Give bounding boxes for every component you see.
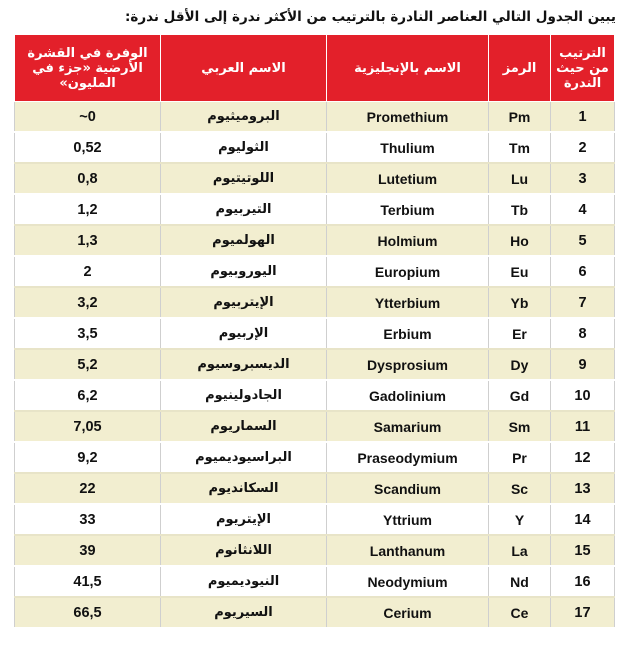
- cell-english-name: Samarium: [327, 411, 489, 442]
- cell-symbol: Ce: [489, 597, 551, 628]
- cell-rank: 8: [551, 318, 615, 349]
- cell-symbol: Pr: [489, 442, 551, 473]
- cell-abundance: 22: [15, 473, 161, 504]
- cell-english-name: Erbium: [327, 318, 489, 349]
- cell-arabic-name: اللانثانوم: [161, 535, 327, 566]
- cell-symbol: Eu: [489, 256, 551, 287]
- cell-english-name: Promethium: [327, 102, 489, 133]
- cell-rank: 5: [551, 225, 615, 256]
- cell-arabic-name: اليوروبيوم: [161, 256, 327, 287]
- cell-arabic-name: الإيتربيوم: [161, 287, 327, 318]
- cell-arabic-name: الثوليوم: [161, 132, 327, 163]
- table-row: [15, 287, 615, 318]
- table-row: [15, 163, 615, 194]
- cell-abundance: 7,05: [15, 411, 161, 442]
- table-row: [15, 473, 615, 504]
- cell-rank: 12: [551, 442, 615, 473]
- cell-english-name: Lanthanum: [327, 535, 489, 566]
- cell-rank: 13: [551, 473, 615, 504]
- header-arabic-name: الاسم العربي: [161, 35, 327, 102]
- cell-arabic-name: البروميثيوم: [161, 102, 327, 133]
- cell-abundance: 5,2: [15, 349, 161, 380]
- cell-arabic-name: البراسيوديميوم: [161, 442, 327, 473]
- cell-arabic-name: الجادولينيوم: [161, 380, 327, 411]
- cell-abundance: 0,8: [15, 163, 161, 194]
- cell-arabic-name: النيوديميوم: [161, 566, 327, 597]
- cell-english-name: Neodymium: [327, 566, 489, 597]
- cell-symbol: Dy: [489, 349, 551, 380]
- table-caption: يبين الجدول التالي العناصر النادرة بالترتيب من الأكثر ندرة إلى الأقل ندرة:: [124, 9, 616, 25]
- cell-rank: 3: [551, 163, 615, 194]
- table-row: [15, 380, 615, 411]
- table-row: [15, 225, 615, 256]
- table-row: [15, 349, 615, 380]
- cell-rank: 6: [551, 256, 615, 287]
- cell-arabic-name: اللوتيتيوم: [161, 163, 327, 194]
- rare-elements-table: [14, 34, 615, 629]
- cell-arabic-name: السكانديوم: [161, 473, 327, 504]
- cell-arabic-name: التيربيوم: [161, 194, 327, 225]
- cell-arabic-name: الديسبروسيوم: [161, 349, 327, 380]
- cell-abundance: 66,5: [15, 597, 161, 628]
- cell-abundance: 0,52: [15, 132, 161, 163]
- cell-english-name: Cerium: [327, 597, 489, 628]
- cell-rank: 11: [551, 411, 615, 442]
- cell-abundance: 1,3: [15, 225, 161, 256]
- header-english-name: الاسم بالإنجليزية: [327, 35, 489, 102]
- header-symbol: الرمز: [489, 35, 551, 102]
- cell-rank: 10: [551, 380, 615, 411]
- cell-english-name: Europium: [327, 256, 489, 287]
- cell-symbol: Tb: [489, 194, 551, 225]
- cell-english-name: Scandium: [327, 473, 489, 504]
- cell-symbol: Y: [489, 504, 551, 535]
- cell-english-name: Ytterbium: [327, 287, 489, 318]
- table-row: [15, 132, 615, 163]
- cell-english-name: Yttrium: [327, 504, 489, 535]
- cell-rank: 2: [551, 132, 615, 163]
- table-row: [15, 504, 615, 535]
- cell-abundance: 6,2: [15, 380, 161, 411]
- table-row: [15, 256, 615, 287]
- cell-symbol: Tm: [489, 132, 551, 163]
- cell-abundance: 39: [15, 535, 161, 566]
- cell-symbol: Nd: [489, 566, 551, 597]
- table-row: [15, 411, 615, 442]
- cell-symbol: Ho: [489, 225, 551, 256]
- cell-rank: 16: [551, 566, 615, 597]
- cell-arabic-name: الإيتريوم: [161, 504, 327, 535]
- cell-rank: 1: [551, 102, 615, 133]
- cell-arabic-name: الإربيوم: [161, 318, 327, 349]
- cell-english-name: Terbium: [327, 194, 489, 225]
- header-abundance: الوفرة في القشرة الأرضية «جزء في المليون»: [15, 35, 161, 102]
- header-row: [15, 35, 615, 102]
- cell-english-name: Lutetium: [327, 163, 489, 194]
- cell-symbol: Pm: [489, 102, 551, 133]
- cell-abundance: 41,5: [15, 566, 161, 597]
- cell-rank: 15: [551, 535, 615, 566]
- cell-symbol: La: [489, 535, 551, 566]
- cell-symbol: Sc: [489, 473, 551, 504]
- cell-rank: 17: [551, 597, 615, 628]
- cell-abundance: 3,5: [15, 318, 161, 349]
- cell-english-name: Praseodymium: [327, 442, 489, 473]
- cell-rank: 14: [551, 504, 615, 535]
- table-row: [15, 102, 615, 133]
- cell-abundance: 2: [15, 256, 161, 287]
- cell-symbol: Lu: [489, 163, 551, 194]
- cell-rank: 4: [551, 194, 615, 225]
- table-row: [15, 566, 615, 597]
- cell-abundance: 33: [15, 504, 161, 535]
- cell-symbol: Yb: [489, 287, 551, 318]
- table-row: [15, 597, 615, 628]
- cell-abundance: 0~: [15, 102, 161, 133]
- cell-english-name: Gadolinium: [327, 380, 489, 411]
- cell-rank: 7: [551, 287, 615, 318]
- table-row: [15, 194, 615, 225]
- cell-abundance: 9,2: [15, 442, 161, 473]
- cell-english-name: Thulium: [327, 132, 489, 163]
- cell-abundance: 3,2: [15, 287, 161, 318]
- table-row: [15, 442, 615, 473]
- cell-english-name: Dysprosium: [327, 349, 489, 380]
- table-row: [15, 535, 615, 566]
- header-rank: الترتيب من حيث الندرة: [551, 35, 615, 102]
- cell-arabic-name: الهولميوم: [161, 225, 327, 256]
- cell-rank: 9: [551, 349, 615, 380]
- cell-symbol: Er: [489, 318, 551, 349]
- cell-symbol: Gd: [489, 380, 551, 411]
- cell-arabic-name: السيريوم: [161, 597, 327, 628]
- cell-arabic-name: السماريوم: [161, 411, 327, 442]
- cell-english-name: Holmium: [327, 225, 489, 256]
- cell-abundance: 1,2: [15, 194, 161, 225]
- table-row: [15, 318, 615, 349]
- cell-symbol: Sm: [489, 411, 551, 442]
